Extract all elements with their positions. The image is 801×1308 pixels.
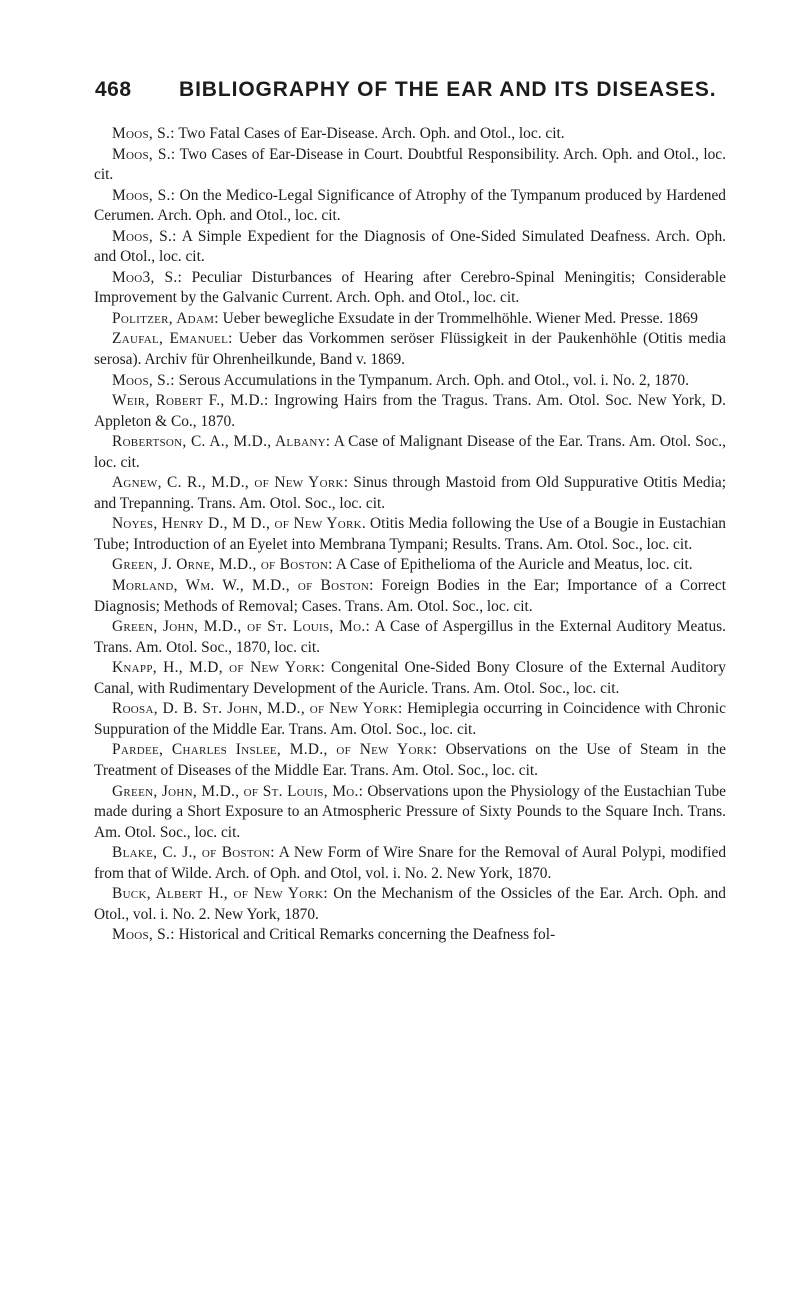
bibliography-entry <box>94 145 726 186</box>
entry-text: Congenital One-Sided Bony Closure of the External Auditory Canal, with Rudimentary Development of the Auricle. Trans. Am. Otol. Soc., loc. cit. <box>94 659 726 697</box>
bibliography-entry <box>94 268 726 309</box>
entry-author: Blake, C. J., of Boston: <box>112 844 275 862</box>
entry-author: Green, J. Orne, M.D., of Boston: <box>112 556 333 574</box>
entry-author: Moos, S.: <box>112 371 175 389</box>
bibliography-entry <box>94 371 726 392</box>
bibliography-entry <box>94 124 726 145</box>
entry-text: Hemiplegia occurring in Coincidence with Chronic Suppuration of the Middle Ear. Trans. Am. Otol. Soc., loc. cit. <box>94 700 726 738</box>
entry-text: Historical and Critical Remarks concerning the Deafness fol- <box>178 926 556 944</box>
bibliography-entry <box>94 884 726 925</box>
entry-text: Sinus through Mastoid from Old Suppurative Otitis Media; and Trepanning. Trans. Am. Otol. Soc., loc. cit. <box>94 474 726 512</box>
entry-author: Buck, Albert H., of New York: <box>112 885 328 903</box>
entry-text: A Case of Aspergillus in the External Auditory Meatus. Trans. Am. Otol. Soc., 1870, loc. cit. <box>94 618 726 656</box>
bibliography-entry <box>94 699 726 740</box>
entry-text: On the Mechanism of the Ossicles of the Ear. Arch. Oph. and Otol., vol. i. No. 2. New York, 1870. <box>94 885 726 923</box>
entry-author: Pardee, Charles Inslee, M.D., of New York: <box>112 741 438 759</box>
entry-author: Moos, S.: <box>112 926 175 944</box>
bibliography-entry <box>94 740 726 781</box>
entry-author: Moos, S.: <box>112 186 176 204</box>
entry-text: Two Fatal Cases of Ear-Disease. Arch. Oph. and Otol., loc. cit. <box>178 125 565 142</box>
entry-author: Noyes, Henry D., M D., of New York. <box>112 515 367 533</box>
bibliography-entry <box>94 473 726 514</box>
entry-author: Knapp, H., M.D, of New York: <box>112 659 326 677</box>
entry-author: Weir, Robert F., M.D.: <box>112 392 269 410</box>
entry-text: A Simple Expedient for the Diagnosis of One-Sided Simulated Deafness. Arch. Oph. and Otol., loc. cit. <box>94 227 726 266</box>
page-header <box>95 78 725 108</box>
entry-text: A Case of Malignant Disease of the Ear. Trans. Am. Otol. Soc., loc. cit. <box>94 433 726 471</box>
bibliography-list <box>94 124 726 946</box>
entry-author: Moos, S.: <box>112 145 176 163</box>
entry-text: On the Medico-Legal Significance of Atrophy of the Tympanum produced by Hardened Cerumen. Arch. Oph. and Otol., loc. cit. <box>94 186 726 225</box>
bibliography-entry <box>94 555 726 576</box>
bibliography-entry <box>94 329 726 370</box>
entry-text: Ueber das Vorkommen seröser Flüssigkeit in der Paukenhöhle (Otitis media serosa). Archiv für Ohrenheilkunde, Band v. 1869. <box>94 330 726 369</box>
entry-author: Agnew, C. R., M.D., of New York: <box>112 474 349 492</box>
entry-author: Moos, S.: <box>112 227 177 245</box>
bibliography-entry <box>94 514 726 555</box>
entry-author: Roosa, D. B. St. John, M.D., of New York: <box>112 700 403 718</box>
entry-text: A New Form of Wire Snare for the Removal of Aural Polypi, modified from that of Wilde. Arch. of Oph. and Otol, vol. i. No. 2. New York, 1870. <box>94 844 727 882</box>
bibliography-entry <box>94 227 726 268</box>
entry-author: Green, John, M.D., of St. Louis, Mo.: <box>112 782 364 800</box>
bibliography-entry <box>94 658 726 699</box>
bibliography-entry <box>94 576 726 617</box>
bibliography-entry <box>94 432 726 473</box>
entry-text: Foreign Bodies in the Ear; Importance of a Correct Diagnosis; Methods of Removal; Cases. Trans. Am. Otol. Soc., loc. cit. <box>94 577 726 615</box>
running-title: BIBLIOGRAPHY OF THE EAR AND ITS DISEASES. <box>179 78 717 101</box>
entry-author: Morland, Wm. W., M.D., of Boston: <box>112 577 374 595</box>
bibliography-entry <box>94 391 726 432</box>
entry-text: Ingrowing Hairs from the Tragus. Trans. Am. Otol. Soc. New York, D. Appleton & Co., 1870. <box>94 392 726 430</box>
page-number: 468 <box>95 78 132 101</box>
entry-text: Two Cases of Ear-Disease in Court. Doubtful Responsibility. Arch. Oph. and Otol., loc. cit. <box>94 145 726 184</box>
bibliography-entry <box>94 309 726 330</box>
entry-author: Moo3, S.: <box>112 268 183 286</box>
bibliography-entry <box>94 843 726 884</box>
bibliography-entry <box>94 617 726 658</box>
entry-author: Zaufal, Emanuel: <box>112 330 233 348</box>
entry-text: Otitis Media following the Use of a Bougie in Eustachian Tube; Introduction of an Eyelet into Membrana Tympani; Results. Trans. Am. Otol. Soc., loc. cit. <box>94 515 726 553</box>
entry-text: Peculiar Disturbances of Hearing after Cerebro-Spinal Meningitis; Considerable Improvement by the Galvanic Current. Arch. Oph. and Otol., loc. cit. <box>94 268 726 307</box>
entry-text: Serous Accumulations in the Tympanum. Arch. Oph. and Otol., vol. i. No. 2, 1870. <box>178 371 689 389</box>
entry-text: A Case of Epithelioma of the Auricle and Meatus, loc. cit. <box>335 556 693 574</box>
entry-text: Ueber bewegliche Exsudate in der Trommelhöhle. Wiener Med. Presse. 1869 <box>222 309 698 327</box>
entry-author: Robertson, C. A., M.D., Albany: <box>112 433 331 451</box>
bibliography-entry <box>94 782 726 844</box>
bibliography-entry <box>94 186 726 227</box>
bibliography-entry <box>94 925 726 946</box>
entry-author: Moos, S.: <box>112 125 175 142</box>
entry-author: Politzer, Adam: <box>112 309 219 327</box>
entry-author: Green, John, M.D., of St. Louis, Mo.: <box>112 618 371 636</box>
entry-text: Observations upon the Physiology of the Eustachian Tube made during a Short Exposure to an Atmospheric Pressure of Sixty Pounds to the Square Inch. Trans. Am. Otol. Soc., loc. cit. <box>94 782 726 841</box>
entry-text: Observations on the Use of Steam in the Treatment of Diseases of the Middle Ear. Trans. Am. Otol. Soc., loc. cit. <box>94 741 726 779</box>
